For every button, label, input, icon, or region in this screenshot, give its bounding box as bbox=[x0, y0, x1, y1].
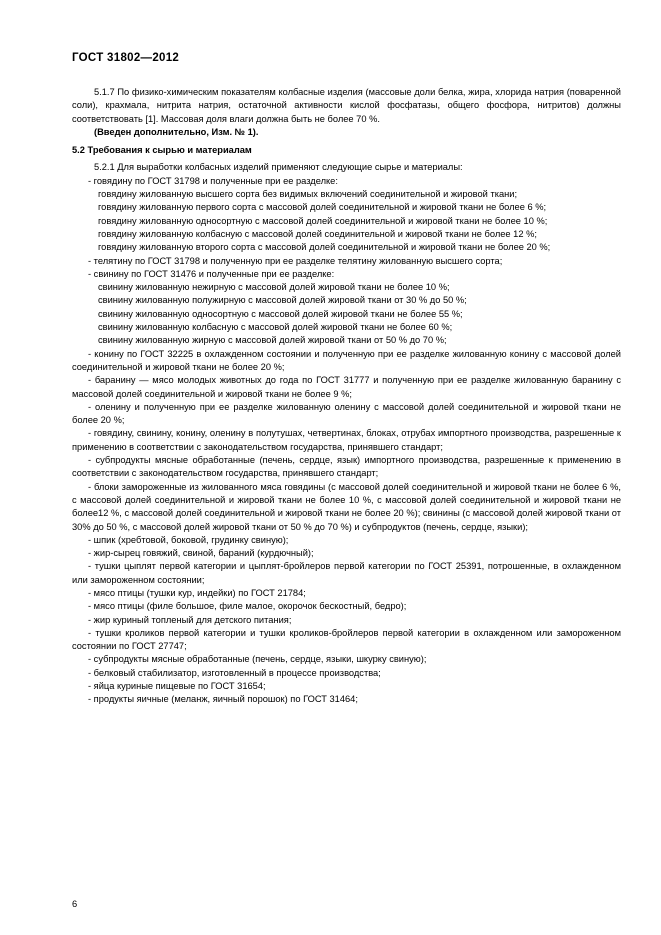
paragraph: - говядину по ГОСТ 31798 и полученные при ее разделке: bbox=[88, 175, 338, 186]
paragraph: говядину жилованную колбасную с массовой долей соединительной и жировой ткани не более 12 %; bbox=[98, 228, 537, 239]
paragraph: - тушки цыплят первой категории и цыплят-бройлеров первой категории по ГОСТ 25391, потрошенные, в охлажденном или замороженном состоянии; bbox=[72, 561, 621, 585]
paragraph: - баранину — мясо молодых животных до года по ГОСТ 31777 и полученную при ее разделке жилованную баранину с массовой долей соединительной и жировой ткани не более 9 %; bbox=[72, 375, 621, 399]
paragraph: - оленину и полученную при ее разделке жилованную оленину с массовой долей соединительной и жировой ткани не более 20 %; bbox=[72, 401, 621, 426]
paragraph: свинину жилованную нежирную с массовой долей жировой ткани не более 10 %; bbox=[98, 282, 450, 293]
paragraph: - мясо птицы (тушки кур, индейки) по ГОСТ 21784; bbox=[88, 587, 306, 598]
paragraph: свинину жилованную жирную с массовой долей жировой ткани от 50 % до 70 %; bbox=[98, 335, 447, 346]
document-body bbox=[72, 86, 621, 707]
paragraph: свинину жилованную полужирную с массовой долей жировой ткани от 30 % до 50 %; bbox=[98, 295, 467, 306]
paragraph: - жир-сырец говяжий, свиной, бараний (курдючный); bbox=[88, 548, 314, 559]
paragraph: - мясо птицы (филе большое, филе малое, окорочок бескостный, бедро); bbox=[88, 601, 407, 612]
paragraph: говядину жилованную односортную с массовой долей соединительной и жировой ткани не более 10 %; bbox=[98, 215, 548, 226]
paragraph: - яйца куриные пищевые по ГОСТ 31654; bbox=[88, 681, 266, 692]
paragraph: - продукты яичные (меланж, яичный порошок) по ГОСТ 31464; bbox=[88, 694, 358, 705]
paragraph: - блоки замороженные из жилованного мяса говядины (с массовой долей соединительной и жировой ткани не более 6 %, с массовой долей соединительной и жировой ткани не более 10 %, с массовой долей соединительной и жировой ткани не более12 %, с массовой долей соединительной и жировой ткани не более 20 %); свинины (с массовой долей жировой ткани от 30% до 50 %, с массовой долей жировой ткани от 50 % до 70 %) и субпродуктов (печень, сердце, языки); bbox=[72, 481, 621, 532]
document-header: ГОСТ 31802—2012 bbox=[72, 52, 180, 64]
paragraph: 5.2.1 Для выработки колбасных изделий применяют следующие сырье и материалы: bbox=[94, 162, 463, 173]
paragraph: говядину жилованную второго сорта с массовой долей соединительной и жировой ткани не более 20 %; bbox=[98, 242, 551, 253]
paragraph: - конину по ГОСТ 32225 в охлажденном состоянии и полученную при ее разделке жилованную конину с массовой долей соединительной и жировой ткани не более 20 %; bbox=[72, 348, 621, 372]
paragraph: 5.2 Требования к сырью и материалам bbox=[72, 145, 252, 156]
paragraph: говядину жилованную высшего сорта без видимых включений соединительной и жировой ткани; bbox=[98, 189, 518, 200]
paragraph: - шпик (хребтовой, боковой, грудинку свиную); bbox=[88, 534, 289, 545]
paragraph: 5.1.7 По физико-химическим показателям колбасные изделия (массовые доли белка, жира, хлорида натрия (поваренной соли), крахмала, нитрита натрия, остаточной активности кислой фосфатазы, общего фосфора, нитритов) должны соответствовать [1]. Массовая доля влаги должна быть не более 70 %. bbox=[72, 87, 621, 124]
page-number: 6 bbox=[72, 899, 78, 909]
paragraph: - субпродукты мясные обработанные (печень, сердце, язык) импортного производства, разрешенные к применению в соответствии с законодательством государства, принявшего стандарт; bbox=[72, 455, 621, 479]
paragraph: - свинину по ГОСТ 31476 и полученные при ее разделке: bbox=[88, 268, 335, 279]
paragraph: свинину жилованную колбасную с массовой долей жировой ткани не более 60 %; bbox=[98, 322, 453, 333]
paragraph: - говядину, свинину, конину, оленину в полутушах, четвертинах, блоках, отрубах импортного производства, разрешенные к применению в соответствии с законодательством государства, принявшего стандарт; bbox=[72, 428, 621, 452]
paragraph: свинину жилованную односортную с массовой долей жировой ткани не более 55 %; bbox=[98, 308, 463, 319]
paragraph: - субпродукты мясные обработанные (печень, сердце, языки, шкурку свиную); bbox=[88, 654, 427, 665]
paragraph: говядину жилованную первого сорта с массовой долей соединительной и жировой ткани не более 6 %; bbox=[98, 202, 547, 213]
paragraph: - жир куриный топленый для детского питания; bbox=[88, 614, 292, 625]
paragraph: - телятину по ГОСТ 31798 и полученную при ее разделке телятину жилованную высшего сорта; bbox=[88, 255, 503, 266]
paragraph: - белковый стабилизатор, изготовленный в процессе производства; bbox=[88, 667, 381, 678]
paragraph: (Введен дополнительно, Изм. № 1). bbox=[94, 126, 259, 137]
paragraph: - тушки кроликов первой категории и тушки кроликов-бройлеров первой категории в охлажденном или замороженном состоянии по ГОСТ 27747; bbox=[72, 627, 621, 652]
